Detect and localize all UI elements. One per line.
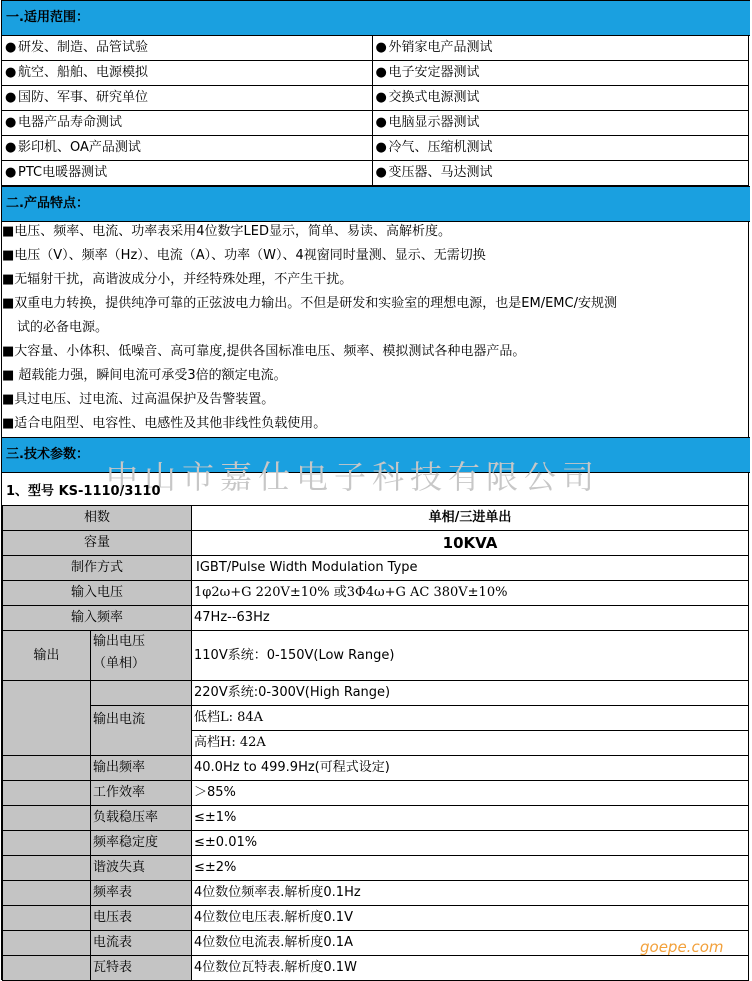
bullet-icon: ●: [375, 115, 387, 130]
application-cell: [2, 161, 372, 186]
spec-row-spacer: [2, 905, 91, 931]
spec-row-value: ＞85%: [191, 780, 749, 806]
spec-label-output: 输出: [2, 630, 91, 681]
application-cell: [2, 136, 372, 161]
bullet-icon: ●: [5, 65, 17, 80]
spec-row-spacer: [2, 780, 91, 806]
application-text: 电脑显示器测试: [388, 115, 480, 130]
spec-value-output-current-low: 低档L: 84A: [191, 705, 749, 731]
application-cell: [372, 86, 748, 111]
feature-line: ■无辐射干扰，高谐波成分小，并经特殊处理，不产生干扰。: [2, 272, 353, 287]
feature-line: 试的必备电源。: [17, 320, 109, 335]
application-text: 影印机、OA产品测试: [18, 140, 141, 155]
spec-row-label: 电压表: [90, 905, 192, 931]
site-logo: goepe.com: [640, 938, 724, 956]
spec-value-phase: 单相/三进单出: [191, 505, 749, 531]
feature-line: ■大容量、小体积、低噪音、高可靠度,提供各国标准电压、频率、模拟测试各种电器产品。: [2, 344, 526, 359]
bullet-icon: ●: [5, 40, 17, 55]
bullet-icon: ●: [5, 165, 17, 180]
output-voltage-label: 输出电压: [93, 634, 146, 649]
spec-row-spacer: [2, 830, 91, 856]
spec-label-output-current: 输出电流: [90, 705, 192, 756]
application-cell: [2, 61, 372, 86]
bullet-icon: ●: [375, 65, 387, 80]
spec-value-input-freq: 47Hz--63Hz: [191, 605, 749, 631]
application-cell: [372, 36, 748, 61]
application-text: 电子安定器测试: [388, 65, 480, 80]
application-cell: [372, 161, 748, 186]
application-cell: [2, 86, 372, 111]
bullet-icon: ●: [375, 165, 387, 180]
application-text: 研发、制造、品管试验: [18, 40, 149, 55]
application-row: [2, 161, 748, 186]
application-text: 冷气、压缩机测试: [388, 140, 493, 155]
application-cell: [372, 111, 748, 136]
application-text: 外销家电产品测试: [388, 40, 493, 55]
spec-value-output-current-high: 高档H: 42A: [191, 730, 749, 756]
spec-label-output-voltage: [90, 630, 192, 681]
application-text: 变压器、马达测试: [388, 165, 493, 180]
spec-row-spacer: [2, 880, 91, 906]
application-row: [2, 136, 748, 161]
spec-output-filler: [2, 680, 91, 756]
feature-line: ■适合电阻型、电容性、电感性及其他非线性负载使用。: [2, 416, 327, 431]
application-text: PTC电暖器测试: [18, 165, 108, 180]
spec-row-spacer: [2, 930, 91, 956]
spec-row-value: 4位数位频率表.解析度0.1Hz: [191, 880, 749, 906]
bullet-icon: ●: [5, 140, 17, 155]
spec-row-spacer: [2, 805, 91, 831]
spec-row-value: 4位数位电流表.解析度0.1A: [191, 930, 749, 956]
bullet-icon: ●: [5, 115, 17, 130]
bullet-icon: ●: [375, 90, 387, 105]
feature-line: ■电压、频率、电流、功率表采用4位数字LED显示，简单、易读、高解析度。: [2, 224, 452, 239]
spec-output-voltage-filler: [90, 680, 192, 706]
features-list: [2, 220, 748, 436]
spec-row-label: 频率表: [90, 880, 192, 906]
application-cell: [2, 111, 372, 136]
spec-value-output-voltage-high: 220V系统:0-300V(High Range): [191, 680, 749, 706]
spec-label-phase: 相数: [2, 505, 192, 531]
spec-value-capacity: 10KVA: [191, 530, 749, 556]
bullet-icon: ●: [375, 140, 387, 155]
spec-row-value: ≤±1%: [191, 805, 749, 831]
spec-row-spacer: [2, 855, 91, 881]
spec-row-label: 谐波失真: [90, 855, 192, 881]
watermark: 中山市嘉仕电子科技有限公司: [106, 458, 601, 496]
spec-row-spacer: [2, 955, 91, 981]
spec-row-value: ≤±2%: [191, 855, 749, 881]
spec-row-label: 电流表: [90, 930, 192, 956]
spec-row-value: 4位数位电压表.解析度0.1V: [191, 905, 749, 931]
application-text: 交换式电源测试: [388, 90, 480, 105]
feature-line: ■电压（V）、频率（Hz）、电流（A）、功率（W）、4视窗同时量测、显示、无需切换: [2, 248, 486, 263]
spec-row-spacer: [2, 755, 91, 781]
applications-table: [2, 36, 748, 186]
bullet-icon: ●: [5, 90, 17, 105]
spec-label-input-voltage: 输入电压: [2, 580, 192, 606]
application-cell: [372, 61, 748, 86]
spec-sheet: [1, 0, 749, 980]
application-text: 国防、军事、研究单位: [18, 90, 149, 105]
output-voltage-sub: （单相）: [93, 656, 146, 671]
application-row: [2, 36, 748, 61]
application-row: [2, 61, 748, 86]
feature-line: ■具过电压、过电流、过高温保护及告警装置。: [2, 392, 275, 407]
spec-row-label: 输出频率: [90, 755, 192, 781]
spec-row-label: 瓦特表: [90, 955, 192, 981]
model-title: 1、型号 KS-1110/3110: [6, 484, 161, 499]
spec-row-value: 40.0Hz to 499.9Hz(可程式设定): [191, 755, 749, 781]
application-row: [2, 86, 748, 111]
section-header-scope: 一.适用范围：: [2, 0, 750, 36]
feature-line: ■双重电力转换，提供纯净可靠的正弦波电力输出。不但是研发和实验室的理想电源，也是EM/EMC/安规测: [2, 296, 617, 311]
spec-row-value: ≤±0.01%: [191, 830, 749, 856]
application-text: 电器产品寿命测试: [18, 115, 123, 130]
section-header-specs: 三.技术参数：: [2, 437, 750, 473]
feature-line: ■ 超载能力强，瞬间电流可承受3倍的额定电流。: [2, 368, 287, 383]
spec-label-capacity: 容量: [2, 530, 192, 556]
spec-row-label: 频率稳定度: [90, 830, 192, 856]
spec-row-label: 工作效率: [90, 780, 192, 806]
application-cell: [2, 36, 372, 61]
application-text: 航空、船舶、电源模拟: [18, 65, 149, 80]
application-cell: [372, 136, 748, 161]
spec-value-method: IGBT/Pulse Width Modulation Type: [191, 555, 749, 581]
spec-value-input-voltage: 1φ2ω+G 220V±10% 或3Φ4ω+G AC 380V±10%: [191, 580, 749, 606]
spec-label-input-freq: 输入频率: [2, 605, 192, 631]
spec-value-output-voltage-low: 110V系统：0-150V(Low Range): [191, 630, 749, 681]
section-header-features: 二.产品特点：: [2, 186, 750, 222]
bullet-icon: ●: [375, 40, 387, 55]
spec-row-label: 负载稳压率: [90, 805, 192, 831]
spec-label-method: 制作方式: [2, 555, 192, 581]
spec-row-value: 4位数位瓦特表.解析度0.1W: [191, 955, 749, 981]
application-row: [2, 111, 748, 136]
